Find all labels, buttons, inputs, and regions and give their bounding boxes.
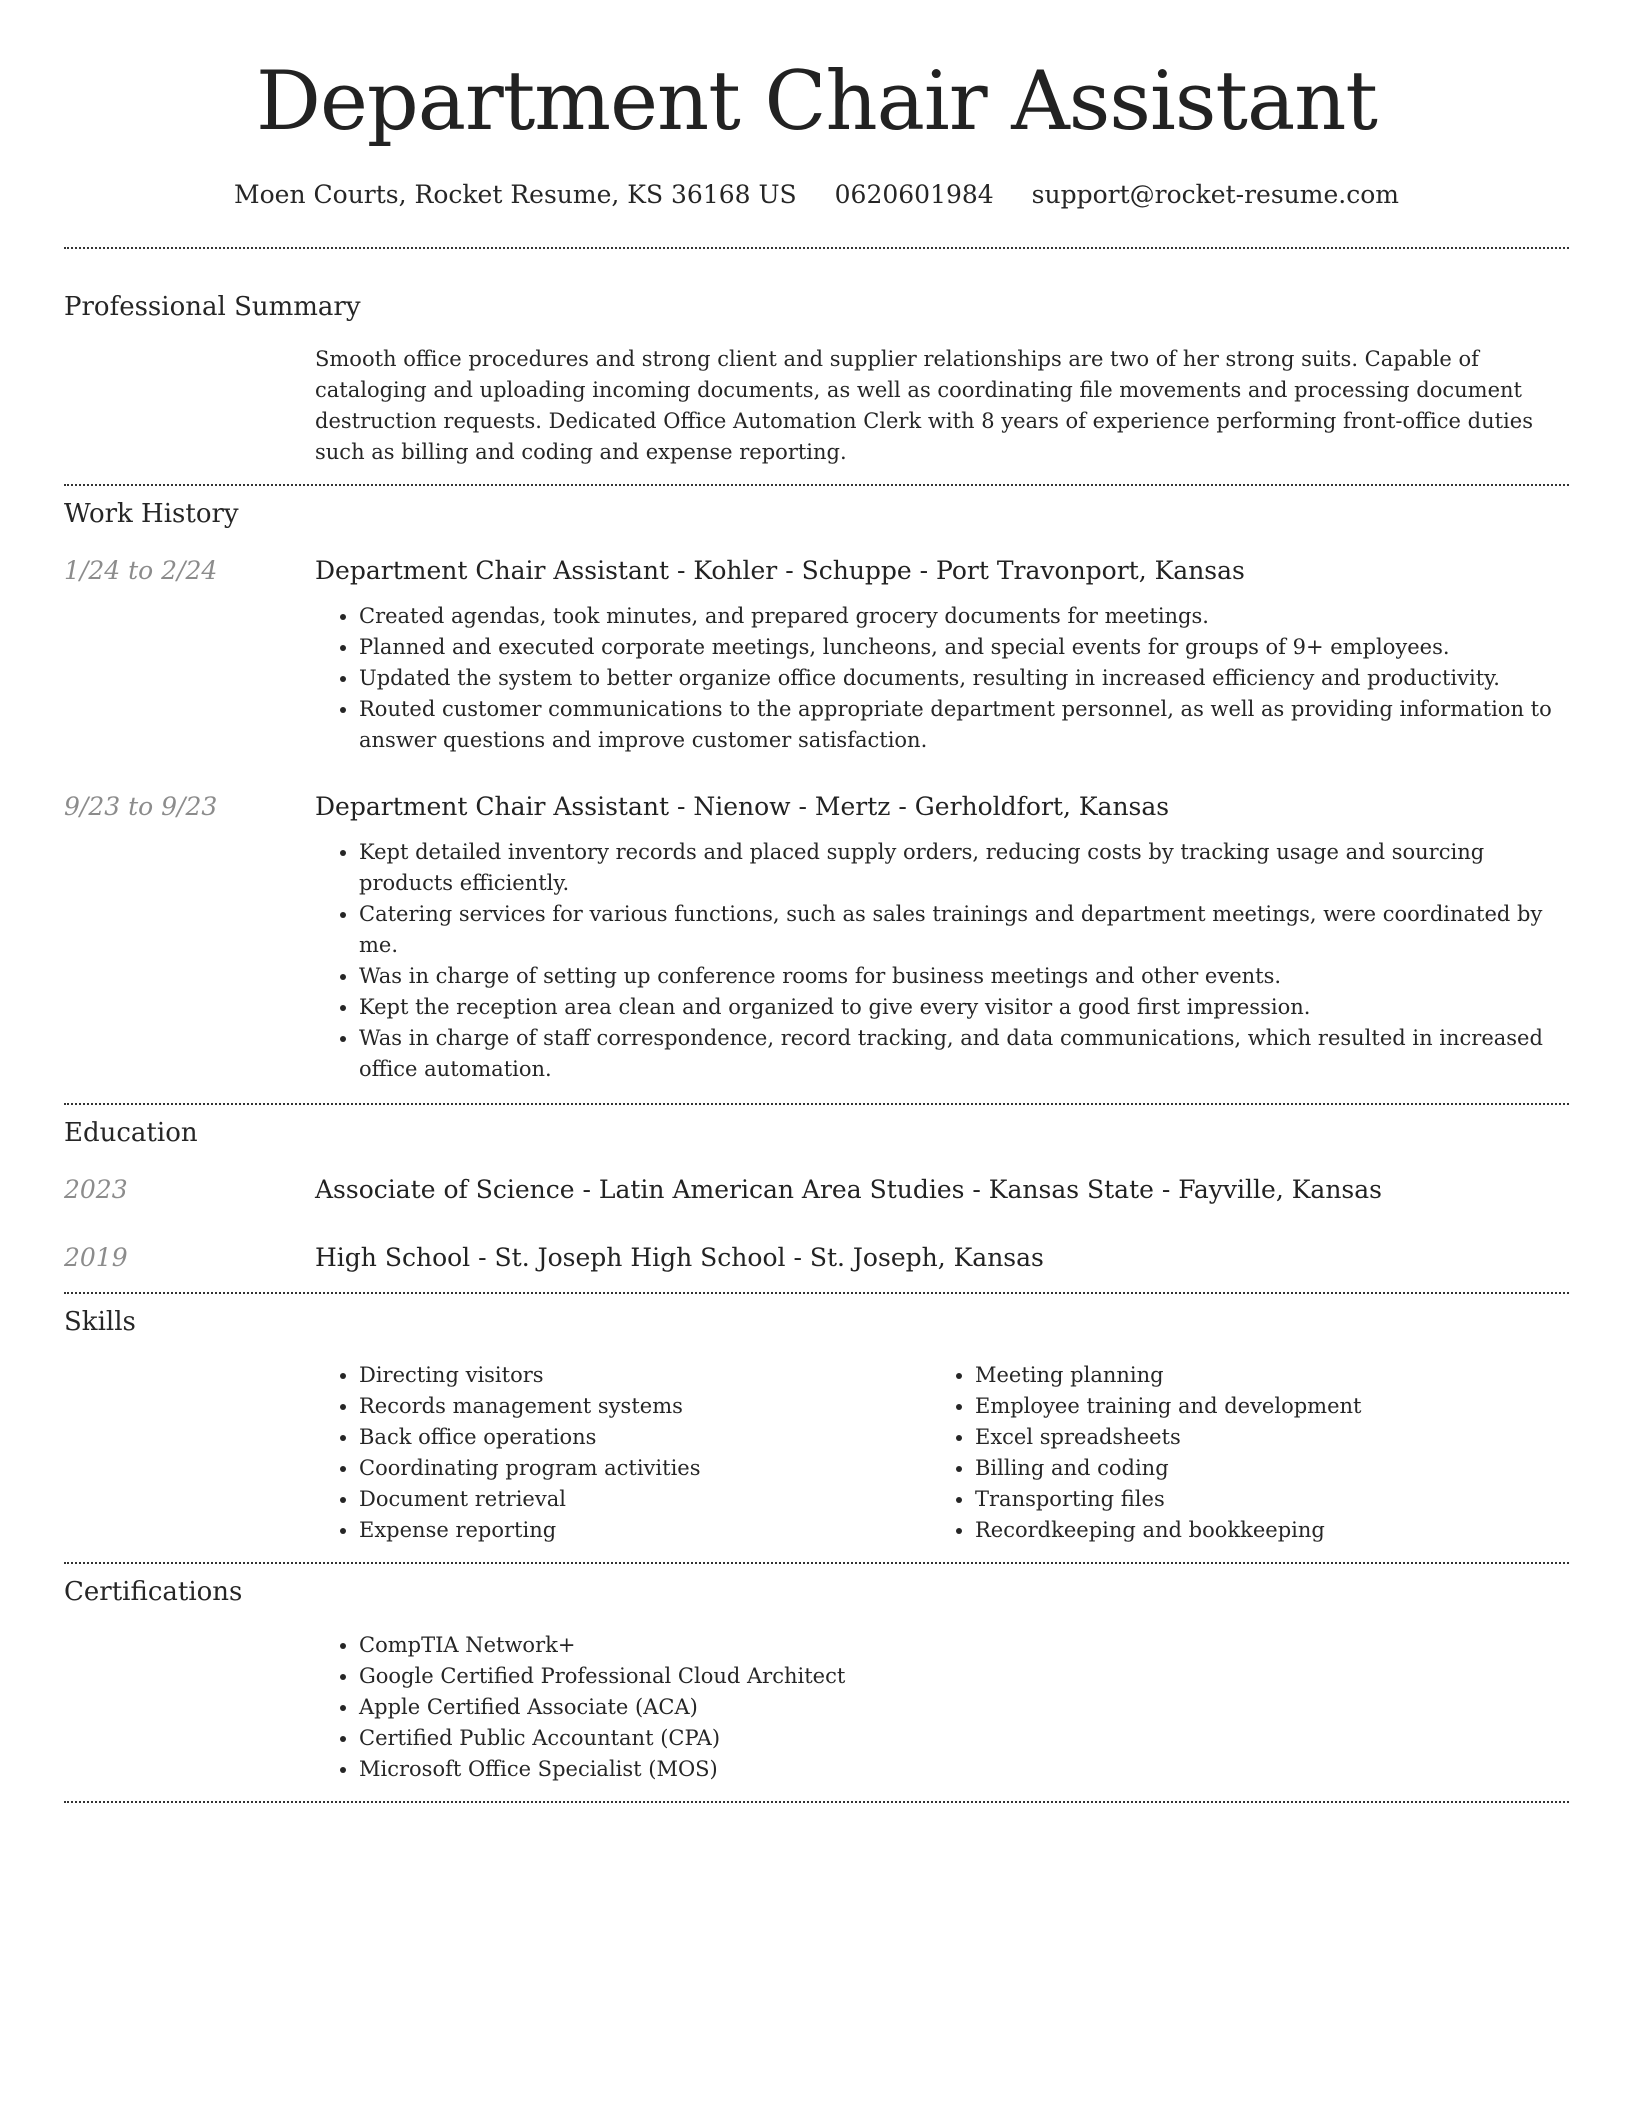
skill-item: • Transporting files [975,1484,1547,1515]
job-bullets [315,837,1569,1085]
skills-list-left [315,1360,931,1546]
skill-item: • Recordkeeping and bookkeeping [975,1515,1547,1546]
section-title-summary: Professional Summary [64,292,361,322]
certifications-list [315,1630,1569,1785]
education-date: 2023 [64,1175,128,1204]
skill-item: • Expense reporting [359,1515,931,1546]
job-bullet: • Kept the reception area clean and organized to give every visitor a good first impression. [359,992,1569,1023]
summary-section [64,249,1569,468]
certification-item: • Microsoft Office Specialist (MOS) [359,1754,1569,1785]
education-section [64,1105,1569,1276]
job-title: Department Chair Assistant - Nienow - Mertz - Gerholdfort, Kansas [315,792,1170,821]
education-entry [64,1240,1569,1276]
contact-email: support@rocket-resume.com [1031,180,1399,209]
skill-item: • Back office operations [359,1422,931,1453]
education-title: High School - St. Joseph High School - St. Joseph, Kansas [315,1243,1044,1272]
job-bullet: • Kept detailed inventory records and placed supply orders, reducing costs by tracking usage and sourcing products efficiently. [359,837,1569,899]
work-history-section [64,486,1569,1085]
job-bullet: • Updated the system to better organize office documents, resulting in increased efficiency and productivity. [359,663,1569,694]
skills-list-right [931,1360,1547,1546]
job-title: Department Chair Assistant - Kohler - Schuppe - Port Travonport, Kansas [315,556,1245,585]
section-title-education: Education [64,1118,198,1148]
skills-section [64,1294,1569,1546]
certification-item: • CompTIA Network+ [359,1630,1569,1661]
education-entry [64,1172,1569,1208]
candidate-name: Department Chair Assistant [256,55,1377,149]
contact-phone: 0620601984 [834,180,994,209]
skill-item: • Document retrieval [359,1484,931,1515]
job-bullet: • Planned and executed corporate meetings, luncheons, and special events for groups of 9+ employees. [359,632,1569,663]
job-date: 1/24 to 2/24 [64,556,218,585]
contact-line [64,177,1569,213]
skill-item: • Directing visitors [359,1360,931,1391]
divider [64,1801,1569,1803]
education-date: 2019 [64,1243,128,1272]
skill-item: • Coordinating program activities [359,1453,931,1484]
contact-address: Moen Courts, Rocket Resume, KS 36168 US [234,180,797,209]
job-entry [64,789,1569,1085]
job-bullet: • Routed customer communications to the appropriate department personnel, as well as providing information to answer questions and improve customer satisfaction. [359,694,1569,756]
job-entry [64,553,1569,756]
skill-item: • Employee training and development [975,1391,1547,1422]
certification-item: • Apple Certified Associate (ACA) [359,1692,1569,1723]
certification-item: • Google Certified Professional Cloud Architect [359,1661,1569,1692]
summary-text: Smooth office procedures and strong client and supplier relationships are two of her strong suits. Capable of cataloging and uploading incoming documents, as well as coordinating file movements and processing document destruction requests. Dedicated Office Automation Clerk with 8 years of experience performing front-office duties such as billing and coding and expense reporting. [315,347,1533,464]
section-title-work-history: Work History [64,499,239,529]
job-bullet: • Created agendas, took minutes, and prepared grocery documents for meetings. [359,601,1569,632]
job-bullet: • Was in charge of setting up conference rooms for business meetings and other events. [359,961,1569,992]
skill-item: • Records management systems [359,1391,931,1422]
resume-page [64,0,1569,1803]
skill-item: • Meeting planning [975,1360,1547,1391]
skill-item: • Billing and coding [975,1453,1547,1484]
section-title-skills: Skills [64,1307,136,1337]
certification-item: • Certified Public Accountant (CPA) [359,1723,1569,1754]
section-title-certifications: Certifications [64,1577,243,1607]
skill-item: • Excel spreadsheets [975,1422,1547,1453]
job-bullets [315,601,1569,756]
job-bullet: • Was in charge of staff correspondence, record tracking, and data communications, which resulted in increased office automation. [359,1023,1569,1085]
education-title: Associate of Science - Latin American Area Studies - Kansas State - Fayville, Kansas [315,1175,1382,1204]
job-date: 9/23 to 9/23 [64,792,218,821]
job-bullet: • Catering services for various functions, such as sales trainings and department meetings, were coordinated by me. [359,899,1569,961]
certifications-section [64,1564,1569,1785]
